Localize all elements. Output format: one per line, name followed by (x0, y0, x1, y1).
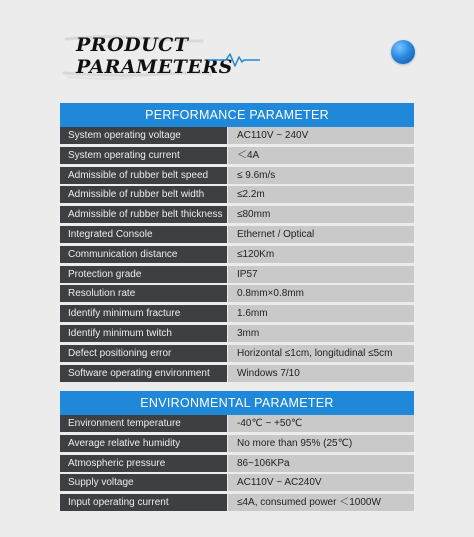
table-row (60, 246, 414, 263)
table-row (60, 127, 414, 144)
row-value: ≤2.2m (228, 186, 414, 203)
blue-sphere-icon (391, 40, 415, 64)
row-label: Admissible of rubber belt speed (60, 167, 227, 184)
row-label: Average relative humidity (60, 435, 227, 452)
row-label: Admissible of rubber belt thickness (60, 206, 227, 223)
row-label: Supply voltage (60, 474, 227, 491)
header (0, 0, 474, 92)
table-row (60, 345, 414, 362)
row-value: AC110V ~ 240V (228, 127, 414, 144)
table-row (60, 186, 414, 203)
environmental-section-header: ENVIRONMENTAL PARAMETER (60, 391, 414, 415)
row-value: 0.8mm×0.8mm (228, 285, 414, 302)
row-value: Windows 7/10 (228, 365, 414, 382)
table-row (60, 494, 414, 511)
row-label: Input operating current (60, 494, 227, 511)
row-value: No more than 95% (25℃) (228, 435, 414, 452)
row-label: Protection grade (60, 266, 227, 283)
table-row (60, 455, 414, 472)
row-value: AC110V ~ AC240V (228, 474, 414, 491)
row-value: 86~106KPa (228, 455, 414, 472)
row-value: Ethernet / Optical (228, 226, 414, 243)
row-label: Resolution rate (60, 285, 227, 302)
row-label: Identify minimum fracture (60, 305, 227, 322)
row-value: ≤4A, consumed power ＜1000W (228, 494, 414, 511)
row-label: Atmospheric pressure (60, 455, 227, 472)
table-row (60, 474, 414, 491)
title-line-2: PARAMETERS (76, 56, 233, 78)
row-label: Admissible of rubber belt width (60, 186, 227, 203)
row-label: Integrated Console (60, 226, 227, 243)
row-label: Software operating environment (60, 365, 227, 382)
table-row (60, 147, 414, 164)
table-row (60, 266, 414, 283)
row-value: 1.6mm (228, 305, 414, 322)
table-row (60, 226, 414, 243)
row-label: Defect positioning error (60, 345, 227, 362)
table-row (60, 167, 414, 184)
row-label: System operating voltage (60, 127, 227, 144)
table-row (60, 325, 414, 342)
table-row (60, 365, 414, 382)
table-row (60, 415, 414, 432)
pulse-line-icon (208, 51, 260, 69)
performance-section-header: PERFORMANCE PARAMETER (60, 103, 414, 127)
row-value: ≤80mm (228, 206, 414, 223)
table-row (60, 435, 414, 452)
title-line-1: PRODUCT (76, 34, 189, 56)
row-label: System operating current (60, 147, 227, 164)
row-value: ≤120Km (228, 246, 414, 263)
row-label: Identify minimum twitch (60, 325, 227, 342)
row-value: IP57 (228, 266, 414, 283)
row-label: Environment temperature (60, 415, 227, 432)
environmental-table (60, 415, 414, 514)
row-label: Communication distance (60, 246, 227, 263)
table-row (60, 305, 414, 322)
performance-table (60, 127, 414, 384)
row-value: ≤ 9.6m/s (228, 167, 414, 184)
row-value: 3mm (228, 325, 414, 342)
table-row (60, 285, 414, 302)
row-value: Horizontal ≤1cm, longitudinal ≤5cm (228, 345, 414, 362)
table-row (60, 206, 414, 223)
row-value: -40℃ ~ +50℃ (228, 415, 414, 432)
row-value: ＜4A (228, 147, 414, 164)
